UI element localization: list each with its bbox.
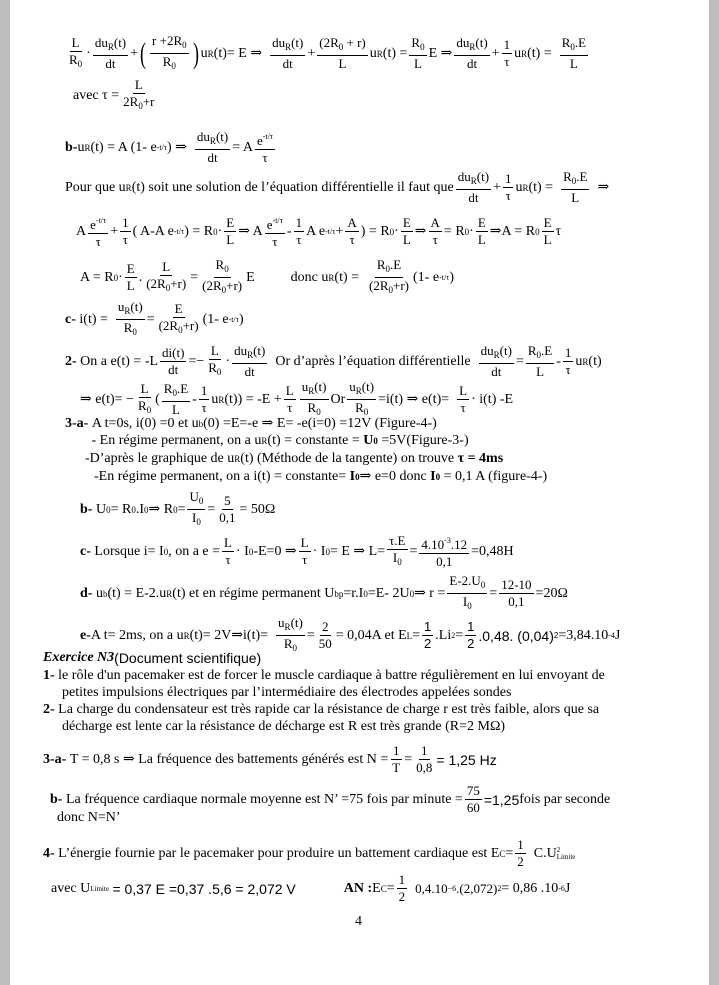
fraction: $\frac{1}{\tau}$ xyxy=(200,383,208,415)
fraction: $\frac{R_0}{L}$ xyxy=(411,35,425,71)
fraction: $\frac{5}{0,1}$ xyxy=(219,493,236,525)
fraction: $\frac{du_R(t)}{dt}$ xyxy=(480,343,512,379)
fraction: $\frac{L}{(2R_0+r)}$ xyxy=(146,259,187,293)
fraction: $\frac{R_0.E}{L}$ xyxy=(561,35,587,71)
fraction: $\frac{di(t)}{dt}$ xyxy=(162,345,185,377)
regime-permanent-line-2: -En régime permanent, on a i(t) = constante= I 0 ⇒ e=0 donc I 0 = 0,1 A (figure-4-) xyxy=(94,469,548,484)
document-page xyxy=(10,0,709,985)
fraction: $\frac{R_0.E}{L}$ xyxy=(527,343,553,379)
question-2: 2- La charge du condensateur est très rapide car la résistance de charge r est très faible, alors que sa décharge est lente car la résistance de décharge est R est très grande (R=2 MΩ) xyxy=(43,702,600,734)
fraction: $\frac{E}{(2R_0+r)}$ xyxy=(158,301,199,335)
fraction: $\frac{2}{50}$ xyxy=(318,619,332,651)
fraction: $\frac{du_R(t)}{dt}$ xyxy=(272,35,304,71)
part-3c-line: c- Lorsque i= I 0 , on a e = $\frac{L}{\tau}$ · I 0 -E=0 ⇒ $\frac{L}{\tau}$ · I 0 = E ⇒ L= $\frac{\tau.E}{I_0}$ = $\frac{4.10^{-3}.12}{0,1}$ =0,48H xyxy=(80,533,514,569)
fraction: $\frac{L}{R_0}$ xyxy=(69,35,83,69)
question-3b-conclusion: donc N=N’ xyxy=(57,810,121,825)
fraction: $\frac{u_R(t)}{R_0}$ xyxy=(301,379,327,417)
question-4-application: avec U Limite = 0,37 E =0,37 .5,6 = 2,072 V AN : E C = $\frac{1}{2}$ 0,4.10 −6 .(2,072) 2 = 0,86 .10 -6 J xyxy=(51,872,571,904)
fraction: $\frac{1}{\tau}$ xyxy=(503,37,511,69)
tau-definition: avec τ = $\frac{L}{2R_0+r}$ xyxy=(73,77,155,111)
fraction: $\frac{E-2.U_0}{I_0}$ xyxy=(449,573,486,611)
fraction: $\frac{R_0.E}{(2R_0+r)}$ xyxy=(369,257,410,295)
fraction: $\frac{\tau.E}{I_0}$ xyxy=(389,533,406,567)
fraction: $\frac{L}{\tau}$ xyxy=(285,383,294,415)
fraction: $\frac{1}{2}$ xyxy=(424,619,432,651)
fraction: $\frac{du_R(t)}{dt}$ xyxy=(456,35,488,71)
question-4: 4- L’énergie fournie par le pacemaker pour produire un battement cardiaque est E C = $\frac{1}{2}$ C.U 2 Limite xyxy=(43,837,576,869)
substitution-line: A $\frac{e^{-t/\tau}}{\tau}$ + $\frac{1}{\tau}$ ( A-A e -t/τ ) = R 0 · $\frac{E}{L}$ ⇒ A $\frac{e^{-t/\tau}}{\tau}$ - $\frac{1}{\tau}$ A e -t/τ + $\frac{A}{\tau}$ ) = R 0 · $\frac{E}{L}$ ⇒ $\frac{A}{\tau}$ = R 0 · $\frac{E}{L}$ ⇒A = R 0 $\frac{E}{L}$ τ xyxy=(76,215,562,249)
fraction: $\frac{1}{T}$ xyxy=(392,743,401,775)
exercise-title: Exercice N3 (Document scientifique) xyxy=(43,650,262,666)
fraction: $\frac{du_R(t)}{dt}$ xyxy=(196,129,229,165)
fraction: $\frac{du_R(t)}{dt}$ xyxy=(234,343,266,379)
a-value-line: A = R 0 · $\frac{E}{L}$ . $\frac{L}{(2R_0+r)}$ = $\frac{R_0}{(2R_0+r)}$ E donc u R (t) = $\frac{R_0.E}{(2R_0+r)}$ (1- e -t/τ ) xyxy=(80,257,455,295)
fraction: $\frac{L}{\tau}$ xyxy=(459,383,468,415)
fraction: $\frac{1}{\tau}$ xyxy=(504,171,512,203)
regime-permanent-line-1: - En régime permanent, on a u R (t) = constante = U 0 =5V(Figure-3-) xyxy=(91,433,469,448)
fraction: $\frac{L}{R_0}$ xyxy=(208,343,222,377)
part-b-line: b- u R (t) = A (1- e -t/τ ) ⇒ $\frac{du_R(t)}{dt}$ = A $\frac{e^{-t/\tau}}{\tau}$ xyxy=(65,129,274,165)
fraction: $\frac{du_R(t)}{dt}$ xyxy=(94,35,127,71)
part-3b-line: b- U 0 = R 0 .I 0 ⇒ R 0 = $\frac{U_0}{I_0}$ = $\frac{5}{0,1}$ = 50Ω xyxy=(80,489,276,527)
fraction: $\frac{1}{\tau}$ xyxy=(564,345,572,377)
fraction: $\frac{R_0.E}{L}$ xyxy=(563,169,588,205)
fraction: $\frac{1}{2}$ xyxy=(467,619,475,651)
fraction: $\frac{du_R(t)}{dt}$ xyxy=(457,169,490,205)
fraction: $\frac{r +2R_0}{R_0}$ xyxy=(152,33,187,71)
fraction: $\frac{1}{2}$ xyxy=(517,837,524,869)
fraction: $\frac{R_0.E}{L}$ xyxy=(163,381,189,417)
fraction: $\frac{R_0}{(2R_0+r)}$ xyxy=(202,257,243,295)
question-1: 1- le rôle d'un pacemaker est de forcer le muscle cardiaque à battre régulièrement en lui envoyant de petites impulsions électriques par l’intermédiaire des électrodes appelées sondes xyxy=(43,668,605,700)
part-3a-line: 3-a- A t=0s, i(0) =0 et u b (0) =E=-e ⇒ E= -e(i=0) =12V (Figure-4-) xyxy=(65,416,437,431)
question-3b: b- La fréquence cardiaque normale moyenne est N’ =75 fois par minute = $\frac{75}{60}$ =1,25 fois par seconde xyxy=(50,783,611,815)
part-3e-line: e- A t= 2ms, on a u R (t)= 2V⇒i(t)= $\frac{u_R(t)}{R_0}$ = $\frac{2}{50}$ = 0,04A et E L = $\frac{1}{2}$ .Li 2 = $\frac{1}{2}$ .0,48. (0,04) 2 =3,84.10 -4 J xyxy=(80,615,621,653)
part-2-line-1: 2- On a e(t) = -L $\frac{di(t)}{dt}$ =− $\frac{L}{R_0}$ · $\frac{du_R(t)}{dt}$ Or d’après l’équation différentielle $\frac{du_R(t)}{dt}$ = $\frac{R_0.E}{L}$ - $\frac{1}{\tau}$ u R (t) xyxy=(65,343,602,379)
fraction: $\frac{L}{R_0}$ xyxy=(137,381,152,415)
pour-que-line: Pour que u R (t) soit une solution de l’équation différentielle il faut que $\frac{du_R(t)}{dt}$ + $\frac{1}{\tau}$ u R (t) = $\frac{R_0.E}{L}$ ⇒ xyxy=(65,169,610,205)
fraction: $\frac{L}{\tau}$ xyxy=(224,535,232,567)
tangent-method-line: -D’après le graphique de u R (t) (Méthode de la tangente) on trouve τ = 4ms xyxy=(85,451,504,466)
fraction: $\frac{u_R(t)}{R_0}$ xyxy=(349,379,375,417)
fraction: $\frac{L}{\tau}$ xyxy=(300,535,309,567)
equation-derivation-line: $\frac{L}{R_0}$ · $\frac{du_R(t)}{dt}$ + ( $\frac{r +2R_0}{R_0}$ ) u R (t)= E ⇒ $\frac{du_R(t)}{dt}$ + $\frac{(2R_0 + r)}{L}$ u R (t) = $\frac{R_0}{L}$ E ⇒ $\frac{du_R(t)}{dt}$ + $\frac{1}{\tau}$ u R (t) = $\frac{R_0.E}{L}$ xyxy=(69,33,587,71)
part-c-line: c- i(t) = $\frac{u_R(t)}{R_0}$ = $\frac{E}{(2R_0+r)}$ (1- e -t/τ ) xyxy=(65,299,244,337)
fraction: $\frac{E}{L}$ xyxy=(126,261,135,293)
fraction: $\frac{1}{2}$ xyxy=(398,872,406,904)
fraction: $\frac{u_R(t)}{R_0}$ xyxy=(117,299,143,337)
fraction: $\frac{1}{0,8}$ xyxy=(416,743,433,775)
fraction: $\frac{75}{60}$ xyxy=(466,783,480,815)
fraction: $\frac{(2R_0 + r)}{L}$ xyxy=(319,35,366,71)
part-3d-line: d- u b (t) = E-2.u R (t) et en régime permanent U bp =r.I 0 =E- 2U 0 ⇒ r = $\frac{E-2.U_0}{I_0}$ = $\frac{12-10}{0,1}$ =20Ω xyxy=(80,573,568,611)
fraction: $\frac{e^{-t/\tau}}{\tau}$ xyxy=(256,132,274,165)
part-2-line-2: ⇒ e(t)= − $\frac{L}{R_0}$ ( $\frac{R_0.E}{L}$ - $\frac{1}{\tau}$ u R (t)) = -E + $\frac{L}{\tau}$ $\frac{u_R(t)}{R_0}$ Or $\frac{u_R(t)}{R_0}$ =i(t) ⇒ e(t)= $\frac{L}{\tau}$ · i(t) -E xyxy=(80,379,514,417)
page-number: 4 xyxy=(355,914,362,929)
fraction: $\frac{u_R(t)}{R_0}$ xyxy=(278,615,303,653)
question-3a: 3-a- T = 0,8 s ⇒ La fréquence des battements générés est N = $\frac{1}{T}$ = $\frac{1}{0,8}$ = 1,25 Hz xyxy=(43,743,497,775)
fraction: $\frac{4.10^{-3}.12}{0,1}$ xyxy=(421,536,468,569)
fraction: $\frac{12-10}{0,1}$ xyxy=(501,577,532,609)
fraction: $\frac{L}{2R_0+r}$ xyxy=(123,77,155,111)
fraction: $\frac{U_0}{I_0}$ xyxy=(189,489,204,527)
